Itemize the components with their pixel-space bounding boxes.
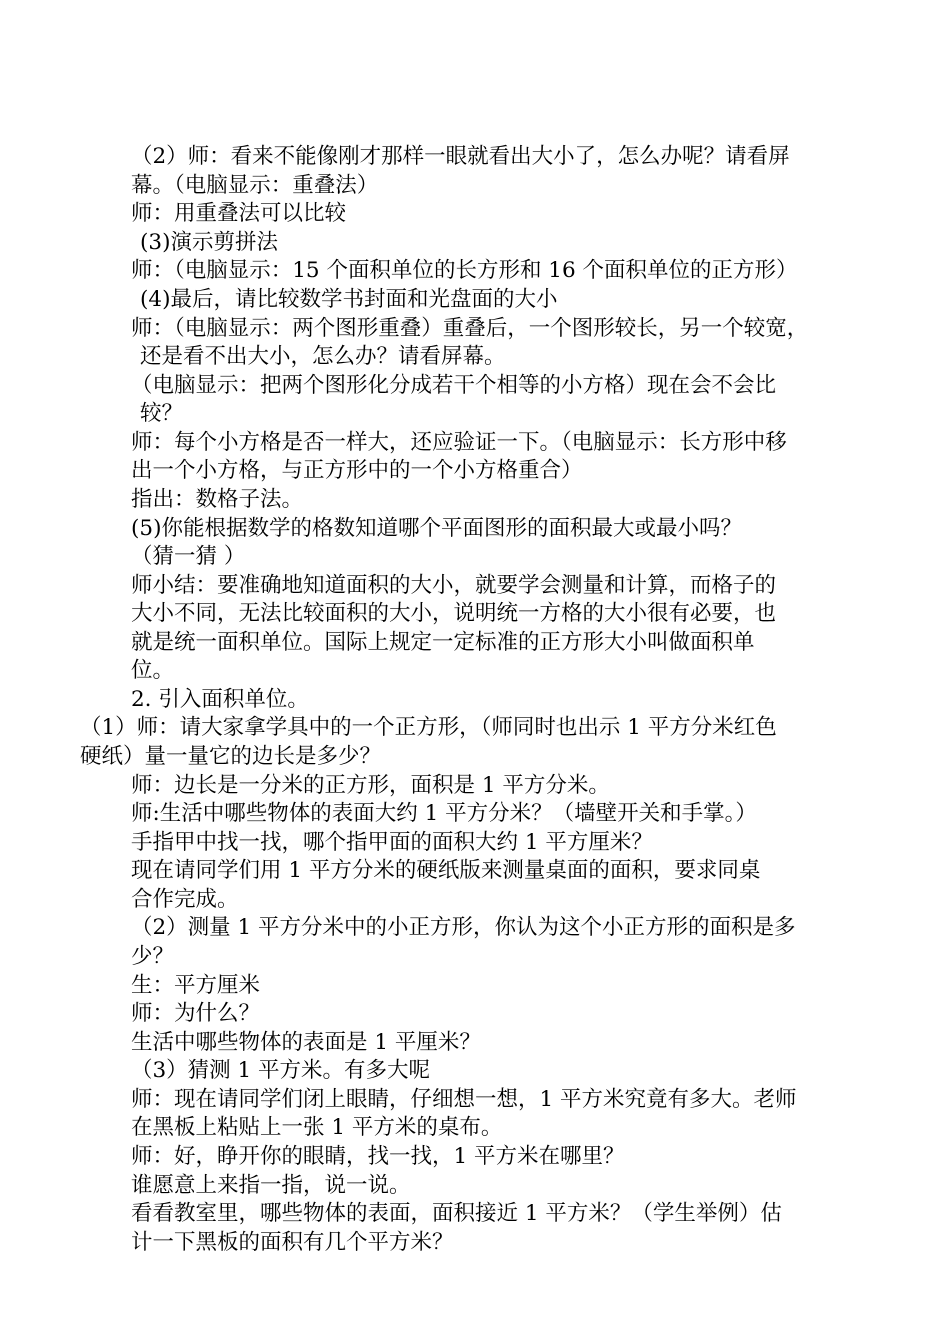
text-line: 看看教室里，哪些物体的表面，面积接近 1 平方米？（学生举例）估 (131, 1201, 782, 1226)
text-line: (3)演示剪拼法 (140, 230, 278, 255)
text-line: （2）师：看来不能像刚才那样一眼就看出大小了，怎么办呢？请看屏 (131, 144, 790, 169)
text-line: 师：每个小方格是否一样大，还应验证一下。（电脑显示：长方形中移 (131, 430, 787, 455)
text-line: 合作完成。 (131, 887, 239, 912)
text-line: 在黑板上粘贴上一张 1 平方米的桌布。 (131, 1115, 503, 1140)
text-line: 师：好，睁开你的眼睛，找一找，1 平方米在哪里？ (131, 1144, 625, 1169)
text-line: （猜一猜 ） (131, 544, 246, 569)
text-line: 较？ (140, 401, 184, 426)
text-line: 师：边长是一分米的正方形，面积是 1 平方分米。 (131, 773, 610, 798)
text-line: 计一下黑板的面积有几个平方米？ (131, 1230, 454, 1255)
text-line: 师：现在请同学们闭上眼睛，仔细想一想，1 平方米究竟有多大。老师 (131, 1087, 797, 1112)
text-line: 还是看不出大小，怎么办？请看屏幕。 (140, 344, 506, 369)
text-line: （电脑显示：把两个图形化分成若干个相等的小方格）现在会不会比 (131, 373, 777, 398)
text-line: 出一个小方格，与正方形中的一个小方格重合） (131, 458, 583, 483)
text-line: 师：（电脑显示：两个图形重叠）重叠后，一个图形较长，另一个较宽， (131, 316, 809, 341)
text-line: 2. 引入面积单位。 (131, 687, 309, 712)
text-line: 师：为什么？ (131, 1001, 261, 1026)
text-line: 少？ (131, 944, 175, 969)
text-line: (4)最后，请比较数学书封面和光盘面的大小 (140, 287, 558, 312)
text-line: （1）师：请大家拿学具中的一个正方形，（师同时也出示 1 平方分米红色 (80, 715, 777, 740)
text-line: 手指甲中找一找，哪个指甲面的面积大约 1 平方厘米？ (131, 830, 653, 855)
text-line: 指出：数格子法。 (131, 487, 304, 512)
text-line: 就是统一面积单位。国际上规定一定标准的正方形大小叫做面积单 (131, 630, 755, 655)
text-line: 现在请同学们用 1 平方分米的硬纸版来测量桌面的面积，要求同桌 (131, 858, 761, 883)
text-line: 师小结：要准确地知道面积的大小，就要学会测量和计算，而格子的 (131, 573, 777, 598)
text-line: 师：（电脑显示：15 个面积单位的长方形和 16 个面积单位的正方形） (131, 258, 798, 283)
text-line: （3）猜测 1 平方米。有多大呢 (131, 1058, 431, 1083)
text-line: 生活中哪些物体的表面是 1 平厘米？ (131, 1030, 481, 1055)
text-line: 生：平方厘米 (131, 973, 261, 998)
text-line: 位。 (131, 658, 175, 683)
text-line: 师：用重叠法可以比较 (131, 201, 347, 226)
text-line: 师:生活中哪些物体的表面大约 1 平方分米？（墙壁开关和手掌。） (131, 801, 757, 826)
text-line: (5)你能根据数学的格数知道哪个平面图形的面积最大或最小吗？ (131, 516, 742, 541)
text-line: 大小不同，无法比较面积的大小，说明统一方格的大小很有必要，也 (131, 601, 777, 626)
text-line: （2）测量 1 平方分米中的小正方形，你认为这个小正方形的面积是多 (131, 915, 796, 940)
text-line: 硬纸）量一量它的边长是多少？ (80, 744, 382, 769)
text-line: 谁愿意上来指一指，说一说。 (131, 1173, 411, 1198)
text-line: 幕。（电脑显示：重叠法） (131, 173, 379, 198)
